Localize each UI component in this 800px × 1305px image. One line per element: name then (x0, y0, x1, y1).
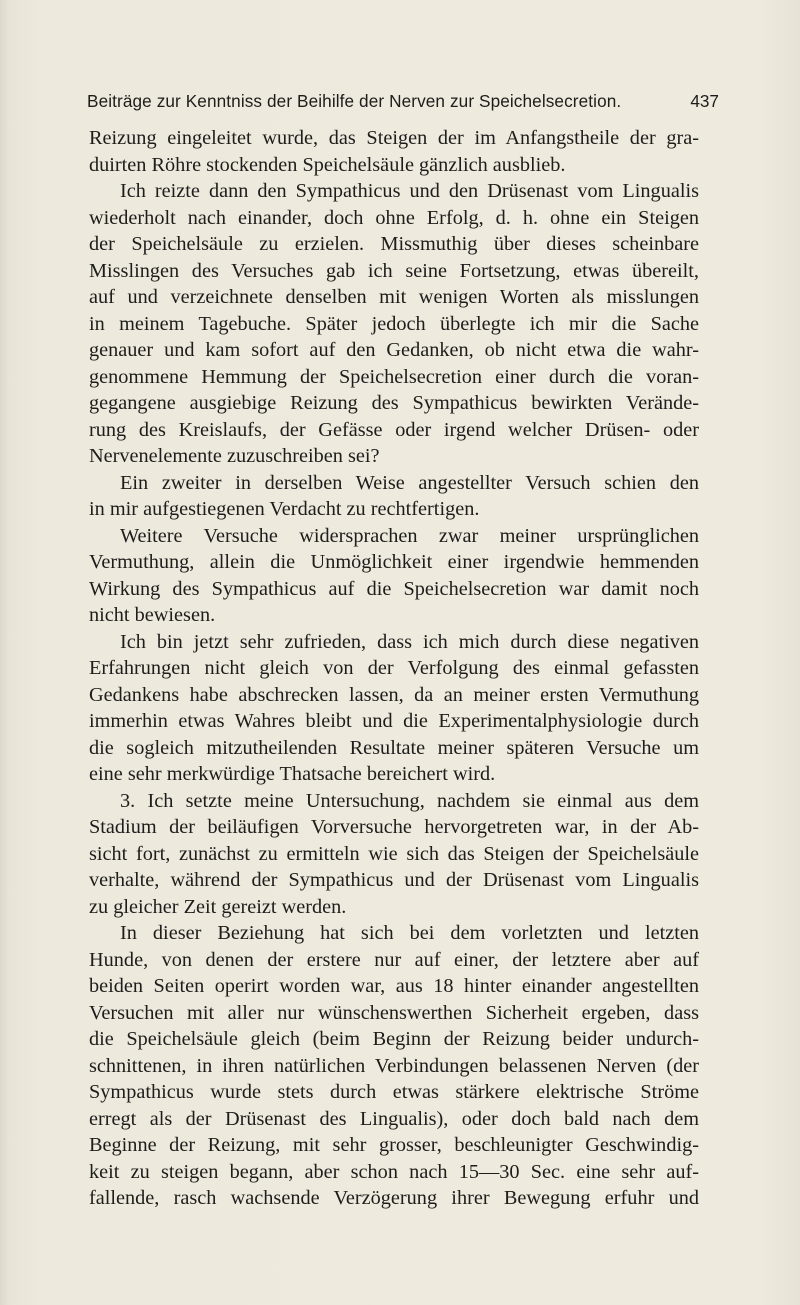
text-line: erregt als der Drüsenast des Lingualis), oder doch bald nach dem (89, 1107, 699, 1130)
text-line: wiederholt nach einander, doch ohne Erfolg, d. h. ohne ein Steigen (89, 206, 699, 229)
text-line: Reizung eingeleitet wurde, das Steigen der im Anfangstheile der gra- (89, 127, 699, 149)
text-line: zu gleicher Zeit gereizt werden. (89, 895, 347, 918)
text-line: In dieser Beziehung hat sich bei dem vorletzten und letzten (120, 922, 699, 944)
text-line: die sogleich mitzutheilenden Resultate meiner späteren Versuche um (89, 736, 699, 759)
text-line: sicht fort, zunächst zu ermitteln wie sich das Steigen der Speichelsäule (89, 842, 699, 865)
text-line: rung des Kreislaufs, der Gefässe oder irgend welcher Drüsen- oder (89, 418, 699, 441)
text-line: Beginne der Reizung, mit sehr grosser, beschleunigter Geschwindig- (89, 1134, 699, 1156)
text-line: Misslingen des Versuches gab ich seine Fortsetzung, etwas übereilt, (89, 259, 699, 282)
text-line: Ein zweiter in derselben Weise angestellter Versuch schien den (120, 471, 699, 494)
text-line: genauer und kam sofort auf den Gedanken, ob nicht etwa die wahr- (89, 339, 699, 361)
text-line: duirten Röhre stockenden Speichelsäule gänzlich ausblieb. (89, 153, 566, 176)
text-line: in mir aufgestiegenen Verdacht zu rechtfertigen. (89, 498, 480, 520)
text-line: eine sehr merkwürdige Thatsache bereichert wird. (89, 763, 496, 785)
text-line: Ich reizte dann den Sympathicus und den Drüsenast vom Lingualis (120, 180, 699, 202)
text-line: in meinem Tagebuche. Später jedoch überlegte ich mir die Sache (89, 312, 699, 335)
text-line: immerhin etwas Wahres bleibt und die Experimentalphysiologie durch (89, 710, 699, 732)
text-line: verhalte, während der Sympathicus und der Drüsenast vom Lingualis (89, 869, 699, 891)
text-line: Sympathicus wurde stets durch etwas stärkere elektrische Ströme (89, 1081, 699, 1103)
text-line: Versuchen mit aller nur wünschenswerthen Sicherheit ergeben, dass (89, 1001, 699, 1024)
text-line: genommene Hemmung der Speichelsecretion einer durch die voran- (89, 365, 699, 388)
text-line: fallende, rasch wachsende Verzögerung ihrer Bewegung erfuhr und (89, 1187, 699, 1209)
text-line: beiden Seiten operirt worden war, aus 18 hinter einander angestellten (89, 975, 699, 997)
text-line: Ich bin jetzt sehr zufrieden, dass ich mich durch diese negativen (120, 630, 699, 653)
text-line: Hunde, von denen der erstere nur auf einer, der letztere aber auf (89, 948, 699, 971)
text-line: 3. Ich setzte meine Untersuchung, nachdem sie einmal aus dem (120, 789, 699, 812)
text-line: Vermuthung, allein die Unmöglichkeit einer irgendwie hemmenden (89, 551, 699, 573)
text-line: Gedankens habe abschrecken lassen, da an meiner ersten Vermuthung (89, 683, 699, 706)
text-line: keit zu steigen begann, aber schon nach 15—30 Sec. eine sehr auf- (89, 1160, 699, 1183)
body-text (89, 125, 699, 1212)
page-number: 437 (690, 91, 719, 111)
text-line: schnittenen, in ihren natürlichen Verbindungen belassenen Nerven (der (89, 1054, 699, 1077)
text-line: der Speichelsäule zu erzielen. Missmuthig über dieses scheinbare (89, 233, 699, 255)
running-head: Beiträge zur Kenntniss der Beihilfe der Nerven zur Speichelsecretion. (87, 91, 622, 111)
text-line: Wirkung des Sympathicus auf die Speichelsecretion war damit noch (89, 577, 699, 600)
text-line: die Speichelsäule gleich (beim Beginn der Reizung beider undurch- (89, 1028, 699, 1050)
text-line: Nervenelemente zuzuschreiben sei? (89, 445, 380, 467)
text-line: Erfahrungen nicht gleich von der Verfolgung des einmal gefassten (89, 657, 699, 679)
text-line: auf und verzeichnete denselben mit wenigen Worten als misslungen (89, 286, 699, 308)
text-line: nicht bewiesen. (89, 604, 216, 626)
text-line: Weitere Versuche widersprachen zwar meiner ursprünglichen (120, 524, 699, 547)
page-header (87, 91, 719, 115)
text-line: gegangene ausgiebige Reizung des Sympathicus bewirkten Verände- (89, 392, 699, 414)
text-line: Stadium der beiläufigen Vorversuche hervorgetreten war, in der Ab- (89, 816, 699, 838)
